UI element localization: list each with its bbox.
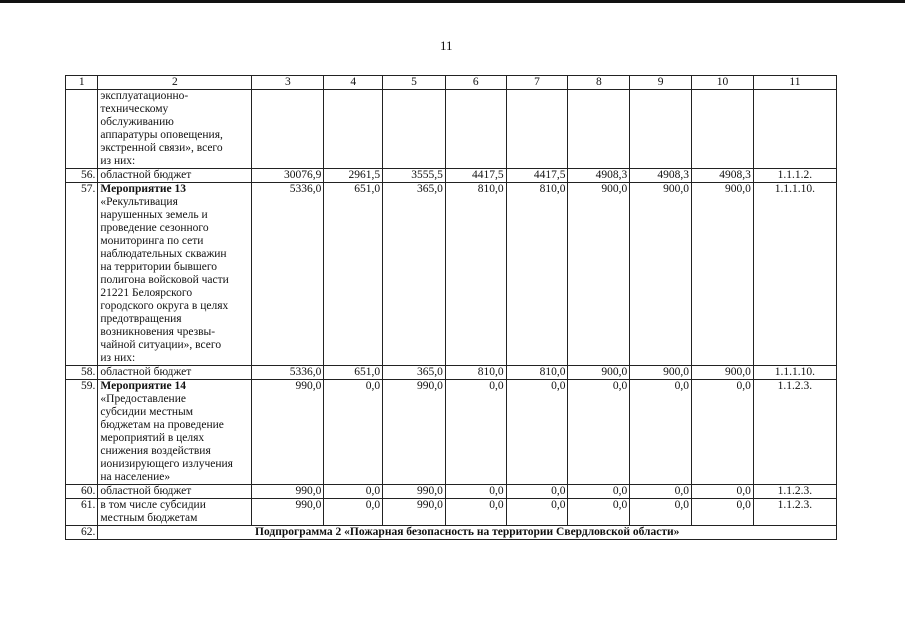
title-line: обслуживанию — [100, 116, 174, 128]
code-cell: 1.1.1.10. — [753, 366, 836, 380]
value-cell — [568, 90, 630, 169]
title-line: из них: — [100, 155, 136, 167]
table-row — [66, 183, 837, 366]
row-number: 60. — [66, 485, 98, 499]
column-header: 4 — [324, 76, 383, 90]
row-title: областной бюджет — [98, 169, 252, 183]
value-cell: 0,0 — [445, 499, 506, 526]
value-cell — [630, 90, 692, 169]
value-cell: 990,0 — [252, 499, 324, 526]
title-line: «Предоставление — [100, 393, 186, 405]
row-number: 57. — [66, 183, 98, 366]
column-header: 9 — [630, 76, 692, 90]
value-cell: 990,0 — [383, 485, 446, 499]
row-title — [98, 183, 252, 366]
value-cell: 4417,5 — [445, 169, 506, 183]
title-line: мониторинга по сети — [100, 235, 204, 247]
title-line: эксплуатационно- — [100, 90, 189, 102]
table-row — [66, 366, 837, 380]
value-cell: 651,0 — [324, 183, 383, 366]
table-row — [66, 499, 837, 526]
value-cell: 0,0 — [568, 499, 630, 526]
value-cell — [445, 90, 506, 169]
title-line: наблюдательных скважин — [100, 248, 227, 260]
value-cell: 0,0 — [506, 485, 568, 499]
value-cell: 990,0 — [252, 485, 324, 499]
value-cell: 4908,3 — [630, 169, 692, 183]
value-cell: 3555,5 — [383, 169, 446, 183]
title-line: возникновения чрезвы- — [100, 326, 216, 338]
value-cell: 0,0 — [630, 380, 692, 485]
page-number: 11 — [440, 38, 453, 53]
value-cell: 0,0 — [568, 485, 630, 499]
column-header: 5 — [383, 76, 446, 90]
row-number: 62. — [66, 526, 98, 540]
budget-table — [65, 75, 837, 540]
row-title — [98, 380, 252, 485]
value-cell: 0,0 — [568, 380, 630, 485]
value-cell: 0,0 — [324, 380, 383, 485]
title-line: ионизирующего излучения — [100, 458, 233, 470]
title-line: на население» — [100, 471, 171, 483]
column-header: 11 — [753, 76, 836, 90]
value-cell — [506, 90, 568, 169]
value-cell: 0,0 — [692, 380, 754, 485]
event-name: Мероприятие 13 — [100, 183, 186, 195]
table-row — [66, 485, 837, 499]
row-title: областной бюджет — [98, 485, 252, 499]
title-line: городского округа в целях — [100, 300, 229, 312]
title-line: субсидии местным — [100, 406, 194, 418]
value-cell: 4908,3 — [568, 169, 630, 183]
subprogram-title: Подпрограмма 2 «Пожарная безопасность на территории Свердловской области» — [98, 526, 837, 540]
code-cell: 1.1.1.10. — [753, 183, 836, 366]
column-header: 3 — [252, 76, 324, 90]
column-header: 1 — [66, 76, 98, 90]
title-line: в том числе субсидии — [100, 499, 206, 511]
column-header: 6 — [445, 76, 506, 90]
title-line: техническому — [100, 103, 169, 115]
value-cell: 0,0 — [445, 380, 506, 485]
value-cell — [383, 90, 446, 169]
title-line: бюджетам на проведение — [100, 419, 224, 431]
value-cell: 990,0 — [383, 499, 446, 526]
value-cell: 2961,5 — [324, 169, 383, 183]
code-cell: 1.1.1.2. — [753, 169, 836, 183]
value-cell: 990,0 — [252, 380, 324, 485]
column-header: 2 — [98, 76, 252, 90]
value-cell: 810,0 — [445, 183, 506, 366]
table-row — [66, 526, 837, 540]
value-cell: 810,0 — [506, 366, 568, 380]
value-cell: 4417,5 — [506, 169, 568, 183]
title-line: чайной ситуации», всего — [100, 339, 222, 351]
row-number: 56. — [66, 169, 98, 183]
row-title: областной бюджет — [98, 366, 252, 380]
value-cell: 0,0 — [630, 485, 692, 499]
column-header: 10 — [692, 76, 754, 90]
value-cell: 0,0 — [445, 485, 506, 499]
value-cell: 0,0 — [630, 499, 692, 526]
title-line: мероприятий в целях — [100, 432, 205, 444]
title-line: аппаратуры оповещения, — [100, 129, 223, 141]
value-cell: 900,0 — [630, 183, 692, 366]
value-cell: 0,0 — [692, 485, 754, 499]
value-cell — [324, 90, 383, 169]
title-line: 21221 Белоярского — [100, 287, 193, 299]
title-line: из них: — [100, 352, 136, 364]
value-cell: 0,0 — [506, 380, 568, 485]
value-cell: 0,0 — [506, 499, 568, 526]
value-cell: 651,0 — [324, 366, 383, 380]
title-line: местным бюджетам — [100, 512, 198, 524]
value-cell — [252, 90, 324, 169]
row-number — [66, 90, 98, 169]
top-border-line — [0, 0, 905, 3]
value-cell: 900,0 — [692, 366, 754, 380]
value-cell: 0,0 — [692, 499, 754, 526]
code-cell — [753, 90, 836, 169]
value-cell: 810,0 — [506, 183, 568, 366]
title-line: снижения воздействия — [100, 445, 211, 457]
value-cell: 365,0 — [383, 366, 446, 380]
value-cell: 900,0 — [568, 183, 630, 366]
table-header-row — [66, 76, 837, 90]
row-number: 61. — [66, 499, 98, 526]
value-cell — [692, 90, 754, 169]
title-line: полигона войсковой части — [100, 274, 229, 286]
value-cell: 900,0 — [568, 366, 630, 380]
title-line: «Рекультивация — [100, 196, 178, 208]
table-row — [66, 90, 837, 169]
table-row — [66, 380, 837, 485]
row-number: 59. — [66, 380, 98, 485]
value-cell: 0,0 — [324, 499, 383, 526]
value-cell: 5336,0 — [252, 183, 324, 366]
value-cell: 900,0 — [630, 366, 692, 380]
value-cell: 5336,0 — [252, 366, 324, 380]
title-line: экстренной связи», всего — [100, 142, 223, 154]
title-line: на территории бывшего — [100, 261, 218, 273]
value-cell: 900,0 — [692, 183, 754, 366]
value-cell: 990,0 — [383, 380, 446, 485]
column-header: 7 — [506, 76, 568, 90]
value-cell: 810,0 — [445, 366, 506, 380]
title-line: нарушенных земель и — [100, 209, 208, 221]
column-header: 8 — [568, 76, 630, 90]
event-name: Мероприятие 14 — [100, 380, 186, 392]
title-line: проведение сезонного — [100, 222, 209, 234]
value-cell: 4908,3 — [692, 169, 754, 183]
table-row — [66, 169, 837, 183]
value-cell: 365,0 — [383, 183, 446, 366]
code-cell: 1.1.2.3. — [753, 499, 836, 526]
title-line: предотвращения — [100, 313, 182, 325]
value-cell: 0,0 — [324, 485, 383, 499]
code-cell: 1.1.2.3. — [753, 485, 836, 499]
row-title — [98, 499, 252, 526]
row-number: 58. — [66, 366, 98, 380]
code-cell: 1.1.2.3. — [753, 380, 836, 485]
value-cell: 30076,9 — [252, 169, 324, 183]
row-title — [98, 90, 252, 169]
